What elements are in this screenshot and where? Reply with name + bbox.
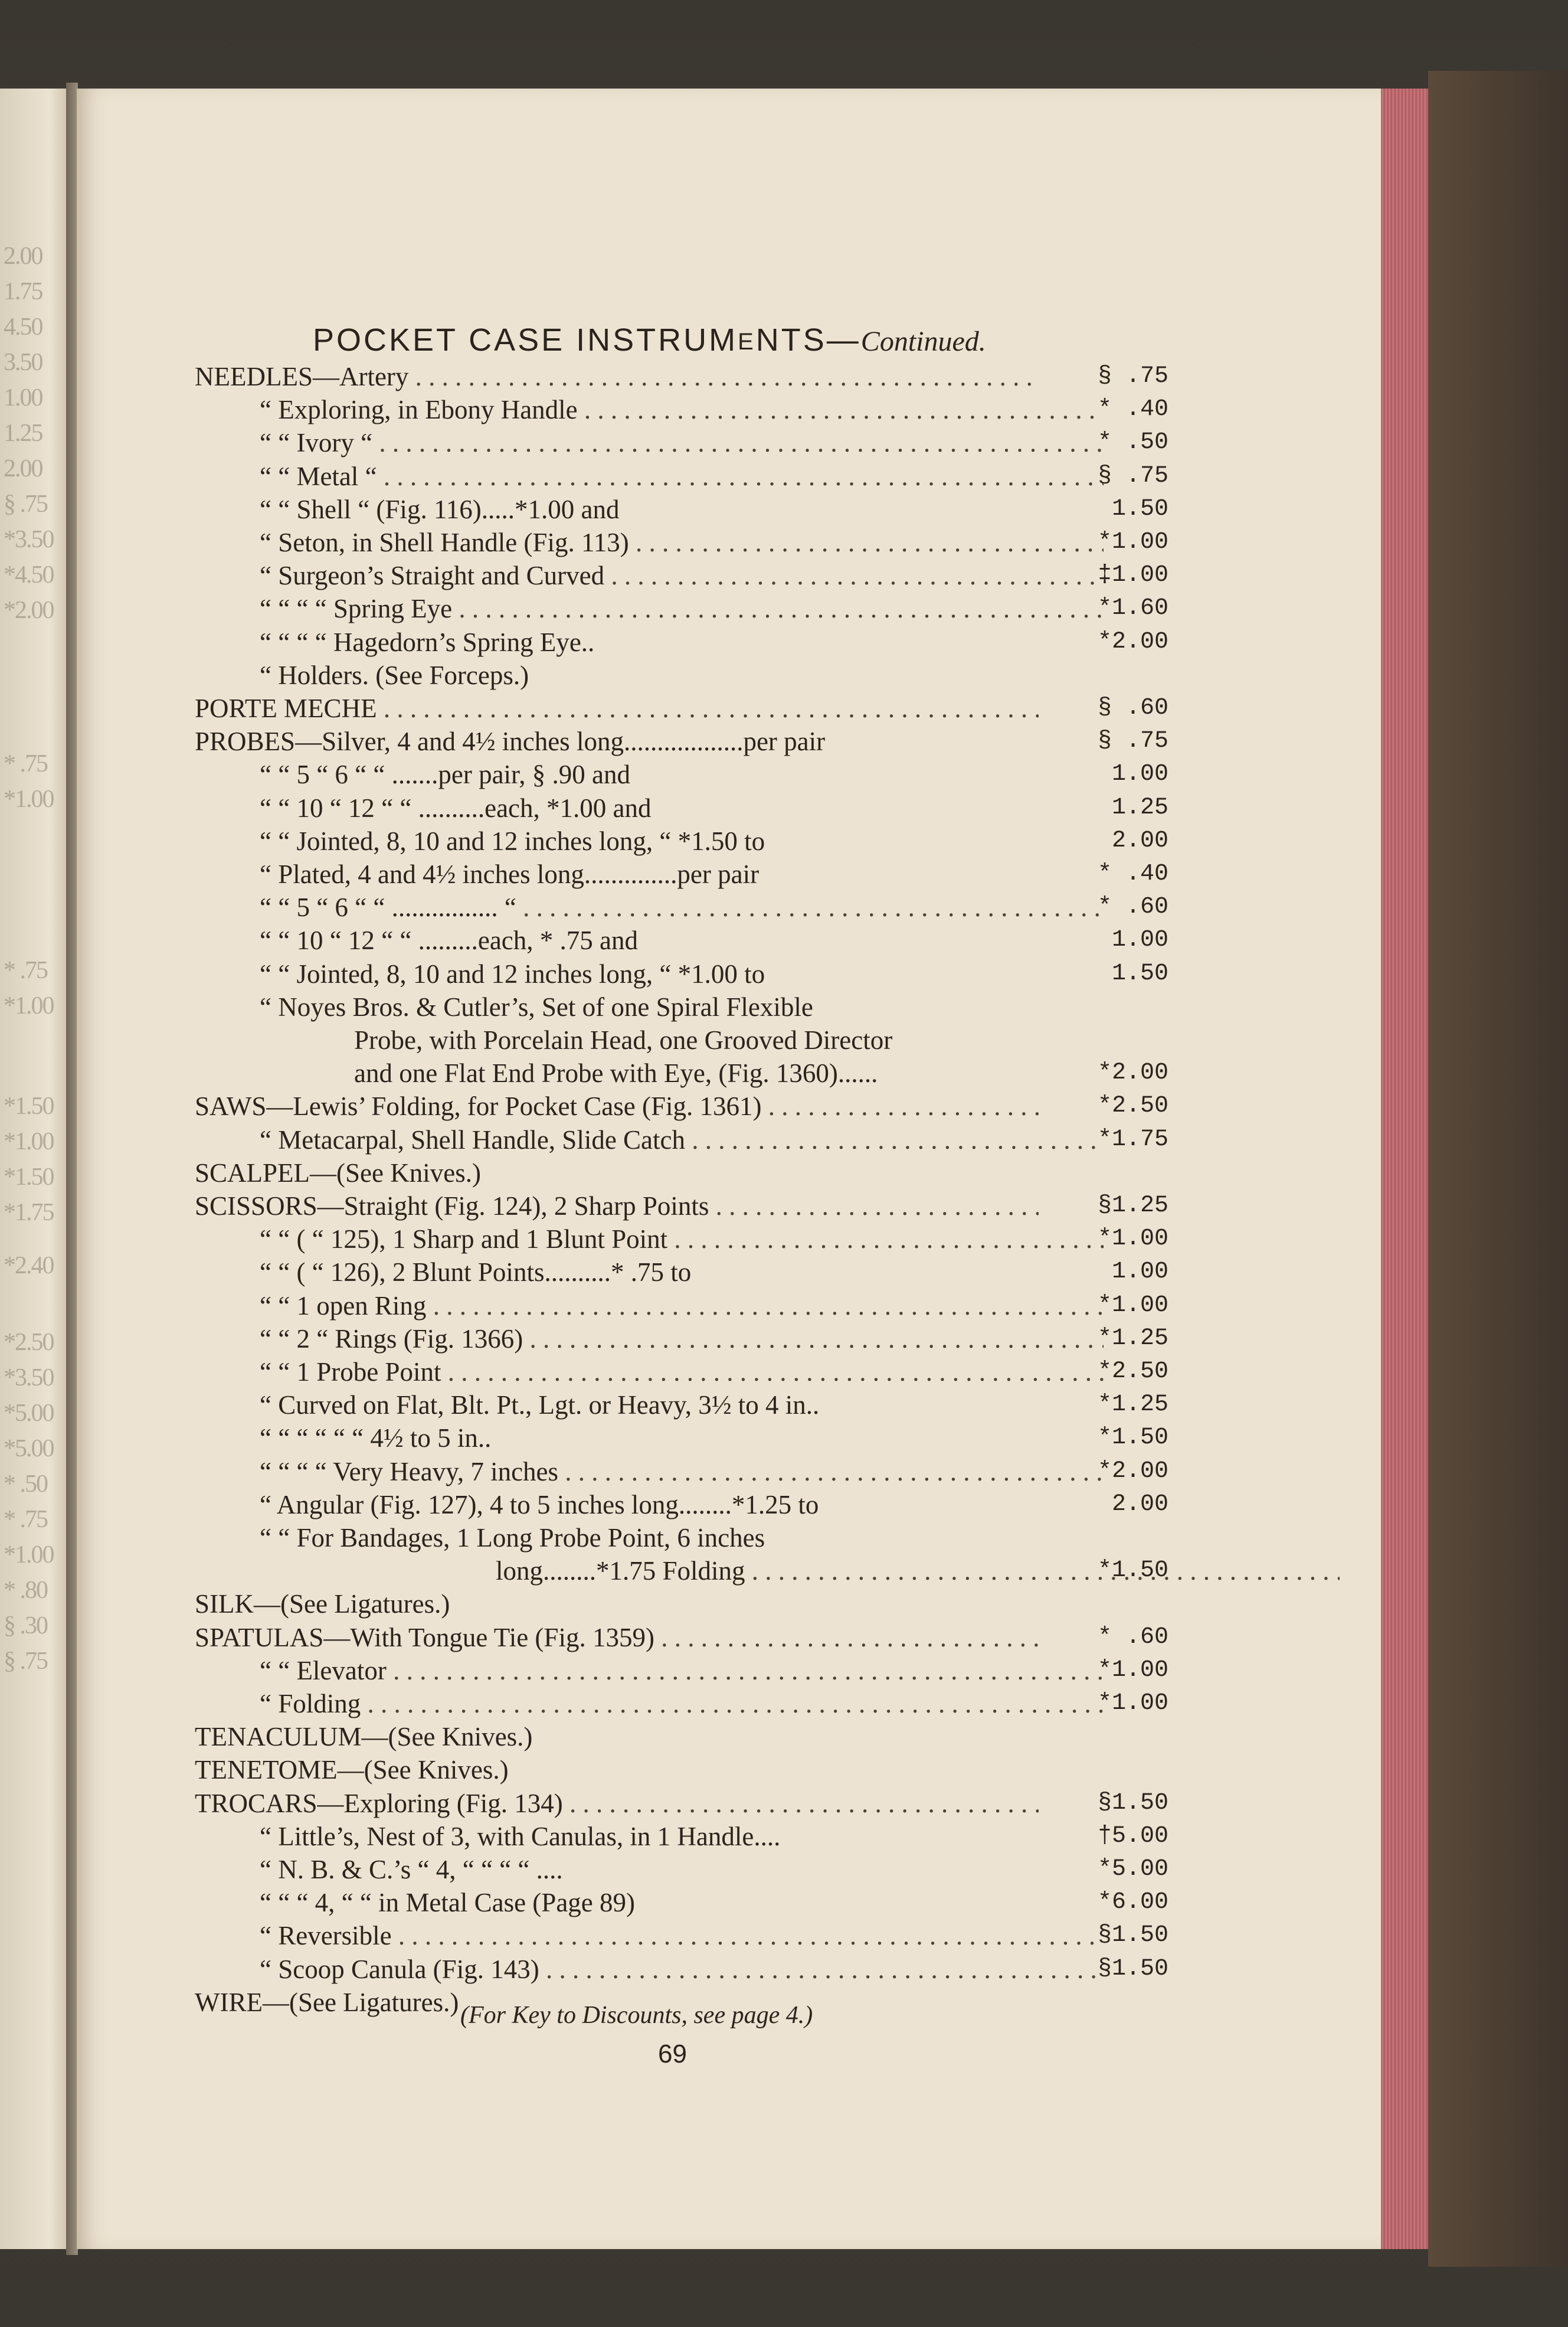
left-page-price: *2.40 bbox=[4, 1252, 54, 1279]
left-page-price: *4.50 bbox=[4, 561, 54, 589]
left-page-price: 1.75 bbox=[4, 278, 42, 305]
item-description: “ Noyes Bros. & Cutler’s, Set of one Spiral Flexible bbox=[260, 992, 813, 1022]
item-price: *1.00 bbox=[1097, 1690, 1168, 1717]
page-edges bbox=[1381, 89, 1428, 2249]
list-item bbox=[195, 1156, 1163, 1189]
item-description: “ Scoop Canula (Fig. 143) . . . bbox=[195, 1953, 1104, 1986]
item-description: “ N. B. & C.’s “ 4, “ “ “ “ .... bbox=[260, 1855, 563, 1884]
left-page-price: § .30 bbox=[4, 1612, 47, 1639]
item-price: *1.75 bbox=[1097, 1126, 1168, 1153]
book-cover-right bbox=[1428, 71, 1568, 2267]
left-page-price: *2.50 bbox=[4, 1329, 54, 1356]
item-description: TENETOME—(See Knives.) bbox=[195, 1755, 509, 1785]
list-item bbox=[195, 1289, 1168, 1322]
item-description: “ Seton, in Shell Handle (Fig. 113) . . . bbox=[195, 526, 1104, 559]
item-price: *1.00 bbox=[1097, 1656, 1168, 1684]
item-price: 1.50 bbox=[1111, 960, 1168, 987]
left-page-price: * .75 bbox=[4, 957, 47, 984]
item-price: *2.50 bbox=[1097, 1358, 1168, 1385]
item-price: 1.25 bbox=[1111, 794, 1168, 821]
item-description: SCALPEL—(See Knives.) bbox=[195, 1158, 481, 1188]
item-description: SAWS—Lewis’ Folding, for Pocket Case (Fig. 1361) . . . bbox=[195, 1090, 1039, 1123]
item-price: §1.50 bbox=[1097, 1955, 1168, 1982]
item-description: SPATULAS—With Tongue Tie (Fig. 1359) . . . bbox=[195, 1621, 1039, 1654]
left-page-price: * .50 bbox=[4, 1470, 47, 1498]
item-price: * .50 bbox=[1097, 429, 1168, 456]
list-item bbox=[195, 1057, 1168, 1090]
page-title bbox=[313, 322, 1198, 358]
title-rest: NTS— bbox=[755, 322, 861, 358]
left-page-price: 1.00 bbox=[4, 384, 42, 411]
list-item bbox=[195, 1886, 1168, 1919]
left-page-price: *5.00 bbox=[4, 1400, 54, 1427]
list-item bbox=[195, 1355, 1168, 1388]
item-description: “ “ Elevator . . . bbox=[195, 1654, 1104, 1687]
item-price: *1.50 bbox=[1097, 1424, 1168, 1452]
list-item bbox=[195, 1753, 1163, 1786]
list-item bbox=[195, 792, 1168, 825]
item-price: *1.00 bbox=[1097, 529, 1168, 555]
item-description: long........*1.75 Folding . . . bbox=[195, 1554, 1340, 1587]
left-page-price: *1.50 bbox=[4, 1164, 54, 1191]
item-price: ‡1.00 bbox=[1097, 562, 1168, 589]
item-price: *1.00 bbox=[1097, 1225, 1168, 1253]
list-item bbox=[195, 1090, 1168, 1123]
list-item bbox=[195, 592, 1168, 625]
left-page-price: 4.50 bbox=[4, 313, 42, 341]
item-description: “ Folding . . . bbox=[195, 1687, 1104, 1720]
item-price: § .75 bbox=[1097, 728, 1168, 755]
item-description: “ Angular (Fig. 127), 4 to 5 inches long........*1.25 to bbox=[260, 1489, 819, 1519]
list-item bbox=[195, 758, 1168, 791]
left-page bbox=[0, 89, 71, 2249]
left-page-price: *1.00 bbox=[4, 992, 54, 1019]
item-description: “ “ “ “ Hagedorn’s Spring Eye.. bbox=[260, 627, 595, 657]
list-item bbox=[195, 1223, 1168, 1256]
list-item bbox=[195, 891, 1168, 924]
list-item bbox=[195, 1787, 1168, 1820]
list-item bbox=[195, 1388, 1168, 1421]
left-page-price: * .80 bbox=[4, 1577, 47, 1604]
item-price: *1.60 bbox=[1097, 595, 1168, 622]
item-price: †5.00 bbox=[1097, 1822, 1168, 1849]
title-broken-letter: E bbox=[738, 329, 756, 355]
left-page-price: *2.00 bbox=[4, 597, 54, 624]
left-page-price: *5.00 bbox=[4, 1435, 54, 1462]
item-description: “ “ 5 “ 6 “ “ ................ “ . . . bbox=[195, 891, 1104, 924]
item-price: §1.50 bbox=[1097, 1789, 1168, 1816]
item-description: “ “ ( “ 126), 2 Blunt Points..........* .75 to bbox=[260, 1257, 692, 1287]
item-description: “ Curved on Flat, Blt. Pt., Lgt. or Heavy, 3½ to 4 in.. bbox=[260, 1390, 820, 1420]
list-item bbox=[195, 559, 1168, 592]
item-description: “ “ Shell “ (Fig. 116).....*1.00 and bbox=[260, 494, 620, 524]
list-item bbox=[195, 1123, 1168, 1156]
left-page-price: *1.00 bbox=[4, 1541, 54, 1568]
list-item bbox=[195, 1853, 1168, 1886]
item-price: *2.00 bbox=[1097, 1457, 1168, 1485]
item-description: TROCARS—Exploring (Fig. 134) . . . bbox=[195, 1787, 1039, 1820]
item-price: *2.00 bbox=[1097, 1060, 1168, 1087]
list-item bbox=[195, 1587, 1163, 1620]
left-page-price: *3.50 bbox=[4, 1364, 54, 1391]
list-item bbox=[195, 957, 1168, 991]
item-description: PROBES—Silver, 4 and 4½ inches long..................per pair bbox=[195, 727, 826, 757]
item-description: “ “ 5 “ 6 “ “ .......per pair, § .90 and bbox=[260, 760, 630, 790]
list-item bbox=[195, 1521, 1163, 1554]
list-item bbox=[195, 725, 1168, 758]
list-item bbox=[195, 526, 1168, 559]
item-description: “ “ Ivory “ . . . bbox=[195, 426, 1104, 459]
list-item bbox=[195, 1256, 1168, 1289]
item-price: * .40 bbox=[1097, 861, 1168, 887]
list-item bbox=[195, 1421, 1168, 1455]
item-price: 1.00 bbox=[1111, 1259, 1168, 1286]
item-price: *1.25 bbox=[1097, 1325, 1168, 1352]
item-price: * .60 bbox=[1097, 1623, 1168, 1651]
item-description: “ “ 2 “ Rings (Fig. 1366) . . . bbox=[195, 1322, 1104, 1355]
item-price: §1.25 bbox=[1097, 1192, 1168, 1219]
list-item bbox=[195, 1953, 1168, 1986]
item-price: §1.50 bbox=[1097, 1922, 1168, 1949]
item-description: “ “ Jointed, 8, 10 and 12 inches long, “ *1.50 to bbox=[260, 826, 765, 856]
left-page-price: * .75 bbox=[4, 750, 47, 777]
list-item bbox=[195, 626, 1168, 659]
left-page-price: 2.00 bbox=[4, 243, 42, 270]
item-price: 1.00 bbox=[1111, 761, 1168, 788]
list-item bbox=[195, 692, 1168, 725]
item-price: *2.50 bbox=[1097, 1093, 1168, 1120]
item-description: “ “ 10 “ 12 “ “ .........each, * .75 and bbox=[260, 926, 639, 956]
item-description: “ “ “ 4, “ “ in Metal Case (Page 89) bbox=[260, 1888, 635, 1918]
left-page-price: § .75 bbox=[4, 1648, 47, 1675]
list-item bbox=[195, 1654, 1168, 1687]
title-continued: Continued. bbox=[860, 326, 986, 357]
list-item bbox=[195, 924, 1168, 957]
item-price: § .60 bbox=[1097, 695, 1168, 721]
item-description: “ Surgeon’s Straight and Curved . . . bbox=[195, 559, 1104, 592]
item-description: NEEDLES—Artery . . . bbox=[195, 360, 1039, 393]
left-page-price: *1.00 bbox=[4, 1128, 54, 1155]
list-item bbox=[195, 393, 1168, 426]
list-item bbox=[195, 1189, 1168, 1223]
list-item bbox=[195, 825, 1168, 858]
item-description: “ “ ( “ 125), 1 Sharp and 1 Blunt Point . . . bbox=[195, 1223, 1104, 1256]
list-item bbox=[195, 1455, 1168, 1488]
item-description: WIRE—(See Ligatures.) bbox=[195, 1987, 459, 2017]
list-item bbox=[195, 858, 1168, 891]
item-description: “ “ Jointed, 8, 10 and 12 inches long, “ *1.00 to bbox=[260, 959, 765, 989]
item-description: “ Metacarpal, Shell Handle, Slide Catch . . . bbox=[195, 1123, 1104, 1156]
item-description: “ “ 10 “ 12 “ “ ..........each, *1.00 and bbox=[260, 793, 652, 823]
item-price: § .75 bbox=[1097, 462, 1168, 489]
list-item bbox=[195, 1322, 1168, 1355]
left-page-price: *1.00 bbox=[4, 786, 54, 813]
item-price: 2.00 bbox=[1111, 1491, 1168, 1518]
item-description: “ “ “ “ “ “ 4½ to 5 in.. bbox=[260, 1423, 492, 1453]
left-page-price: 3.50 bbox=[4, 349, 42, 376]
left-page-price: § .75 bbox=[4, 491, 47, 518]
item-description: “ “ “ “ Spring Eye . . . bbox=[195, 592, 1104, 625]
item-description: “ Little’s, Nest of 3, with Canulas, in 1 Handle.... bbox=[260, 1821, 781, 1851]
item-price: § .75 bbox=[1097, 363, 1168, 390]
item-description: PORTE MECHE . . . bbox=[195, 692, 1039, 725]
list-item bbox=[195, 659, 1163, 692]
item-description: “ Reversible . . . bbox=[195, 1919, 1104, 1952]
item-description: “ “ 1 open Ring . . . bbox=[195, 1289, 1104, 1322]
item-price: *1.50 bbox=[1097, 1557, 1168, 1584]
item-description: “ Exploring, in Ebony Handle . . . bbox=[195, 393, 1104, 426]
list-item bbox=[195, 1024, 1163, 1057]
item-description: SILK—(See Ligatures.) bbox=[195, 1589, 450, 1619]
item-description: “ “ Metal “ . . . bbox=[195, 460, 1104, 493]
item-price: *2.00 bbox=[1097, 628, 1168, 655]
item-price: 2.00 bbox=[1111, 827, 1168, 854]
item-description: SCISSORS—Straight (Fig. 124), 2 Sharp Points . . . bbox=[195, 1189, 1039, 1223]
item-description: “ Holders. (See Forceps.) bbox=[260, 660, 529, 690]
list-item bbox=[195, 460, 1168, 493]
left-page-price: 2.00 bbox=[4, 455, 42, 482]
item-description: Probe, with Porcelain Head, one Grooved Director bbox=[354, 1025, 893, 1055]
item-description: “ Plated, 4 and 4½ inches long..............per pair bbox=[260, 859, 760, 889]
list-item bbox=[195, 1621, 1168, 1654]
left-page-price: *1.75 bbox=[4, 1199, 54, 1226]
item-description: “ “ For Bandages, 1 Long Probe Point, 6 inches bbox=[260, 1523, 765, 1553]
list-item bbox=[195, 426, 1168, 459]
title-main: POCKET CASE INSTRUM bbox=[313, 322, 738, 358]
item-description: TENACULUM—(See Knives.) bbox=[195, 1722, 533, 1752]
book-gutter bbox=[66, 83, 78, 2255]
item-price: *1.25 bbox=[1097, 1391, 1168, 1419]
item-price: 1.00 bbox=[1111, 927, 1168, 954]
left-page-price: * .75 bbox=[4, 1506, 47, 1533]
left-page-price: *3.50 bbox=[4, 526, 54, 553]
item-description: “ “ “ “ Very Heavy, 7 inches . . . bbox=[195, 1455, 1104, 1488]
list-item bbox=[195, 1919, 1168, 1952]
list-item bbox=[195, 1488, 1168, 1521]
item-price: *6.00 bbox=[1097, 1889, 1168, 1916]
list-item bbox=[195, 1820, 1168, 1853]
list-item bbox=[195, 1554, 1168, 1587]
item-price: * .60 bbox=[1097, 894, 1168, 921]
item-price: *5.00 bbox=[1097, 1856, 1168, 1882]
item-price: 1.50 bbox=[1111, 495, 1168, 522]
list-item bbox=[195, 493, 1168, 526]
item-description: and one Flat End Probe with Eye, (Fig. 1360)...... bbox=[354, 1058, 878, 1089]
list-item bbox=[195, 991, 1163, 1024]
page-number: 69 bbox=[658, 2040, 687, 2068]
left-page-price: *1.50 bbox=[4, 1093, 54, 1120]
list-item bbox=[195, 360, 1168, 393]
item-price: * .40 bbox=[1097, 396, 1168, 423]
footer-note: (For Key to Discounts, see page 4.) bbox=[460, 2002, 813, 2029]
item-price: *1.00 bbox=[1097, 1292, 1168, 1319]
item-description: “ “ 1 Probe Point . . . bbox=[195, 1355, 1104, 1388]
list-item bbox=[195, 1687, 1168, 1720]
list-item bbox=[195, 1720, 1163, 1753]
left-page-price: 1.25 bbox=[4, 420, 42, 447]
